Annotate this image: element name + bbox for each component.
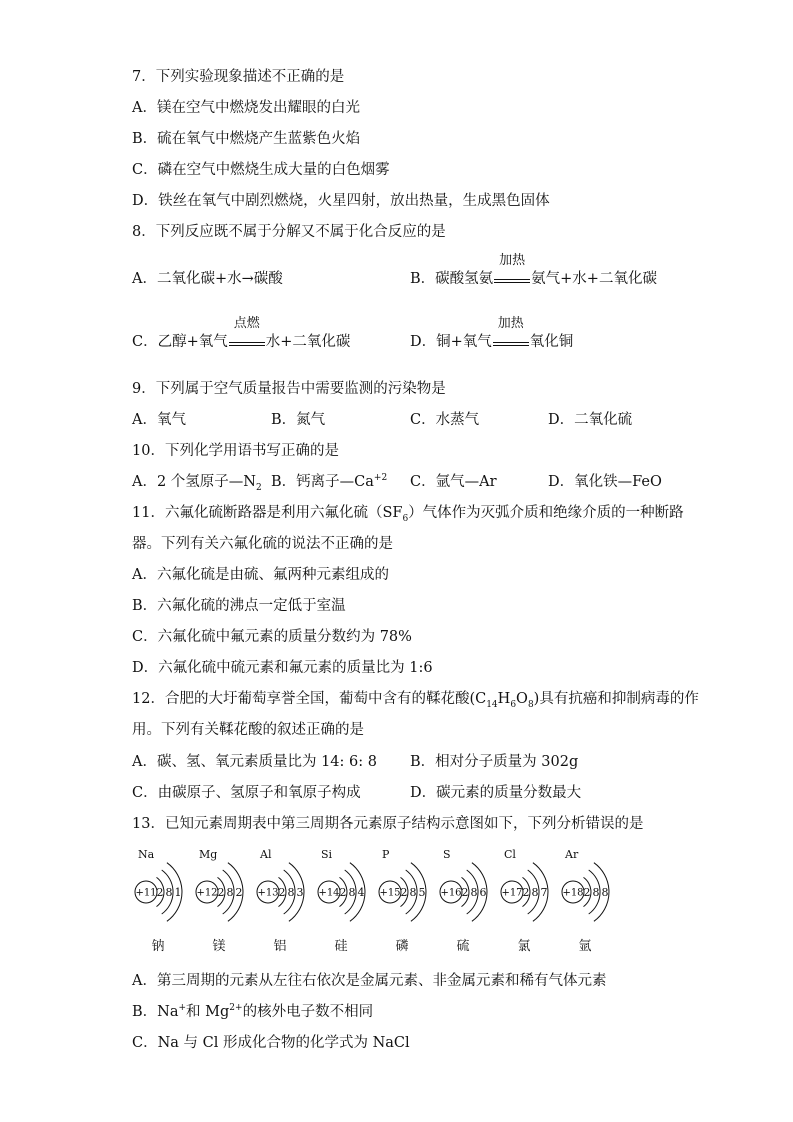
element-chinese-name: 氩 bbox=[578, 939, 592, 954]
shell-electron-count: 8 bbox=[592, 886, 600, 899]
shell-electron-count: 1 bbox=[174, 886, 182, 899]
nucleus-charge: +12 bbox=[196, 887, 218, 899]
q8-b-reactant: B．碳酸氢氨 bbox=[410, 271, 494, 287]
q11-option-c: C．六氟化硫中氟元素的质量分数约为 78% bbox=[132, 629, 412, 645]
element-symbol: Cl bbox=[504, 848, 516, 861]
shell-electron-count: 8 bbox=[165, 886, 173, 899]
q10-stem: 10．下列化学用语书写正确的是 bbox=[132, 443, 339, 459]
q11-option-a: A．六氟化硫是由硫、氟两种元素组成的 bbox=[132, 567, 389, 583]
shell-electron-count: 8 bbox=[287, 886, 295, 899]
q13-option-b: B．Na+和 $Mg^{2+}$的核外电子数不相同 bbox=[132, 1003, 374, 1020]
q12-option-d: D．碳元素的质量分数最大 bbox=[410, 785, 582, 801]
shell-electron-count: 2 bbox=[156, 886, 164, 899]
q13-stem: 13．已知元素周期表中第三周期各元素原子结构示意图如下，下列分析错误的是 bbox=[132, 816, 644, 832]
q8-b-condition bbox=[493, 253, 531, 288]
element-chinese-name: 镁 bbox=[212, 939, 226, 954]
atom-diagram-mg bbox=[196, 848, 243, 954]
atom-diagram-na bbox=[135, 848, 182, 954]
shell-electron-count: 3 bbox=[296, 886, 304, 899]
q8-c-reactant: C．乙醇+氧气 bbox=[132, 334, 228, 350]
q7-option-c: C．磷在空气中燃烧生成大量的白色烟雾 bbox=[132, 162, 390, 178]
q11-option-b: B．六氟化硫的沸点一定低于室温 bbox=[132, 598, 346, 614]
element-symbol: P bbox=[382, 848, 390, 861]
atom-diagram-s bbox=[440, 848, 487, 954]
q8-c-product: 水+二氧化碳 bbox=[265, 334, 351, 350]
q12-option-a: A．碳、氢、氧元素质量比为 14: 6: 8 bbox=[132, 754, 377, 770]
element-symbol: Si bbox=[321, 848, 333, 861]
shell-electron-count: 8 bbox=[226, 886, 234, 899]
element-chinese-name: 硅 bbox=[334, 939, 348, 954]
q7-stem: 7．下列实验现象描述不正确的是 bbox=[132, 69, 345, 85]
shell-electron-count: 2 bbox=[278, 886, 286, 899]
shell-electron-count: 8 bbox=[601, 886, 609, 899]
q12-option-c: C．由碳原子、氢原子和氧原子构成 bbox=[132, 785, 361, 801]
q10-option-d: D．氧化铁—FeO bbox=[548, 474, 662, 490]
shell-electron-count: 8 bbox=[409, 886, 417, 899]
q9-option-b: B．氮气 bbox=[271, 412, 326, 428]
q11-stem-line2: 器。下列有关六氟化硫的说法不正确的是 bbox=[132, 536, 393, 552]
q9-option-a: A．氧气 bbox=[132, 412, 186, 428]
q11-stem-line1: 11．六氟化硫断路器是利用六氟化硫$(SF_6)$气体作为灭弧介质和绝缘介质的一种断路 bbox=[132, 505, 684, 524]
q10-option-a: A．2 个氢原子$—N_2$ bbox=[132, 474, 262, 493]
q7-option-b: B．硫在氧气中燃烧产生蓝紫色火焰 bbox=[132, 131, 361, 147]
q8-d-condition-text: 加热 bbox=[497, 316, 524, 331]
q12-stem-line2: 用。下列有关鞣花酸的叙述正确的是 bbox=[132, 722, 364, 738]
nucleus-charge: +17 bbox=[501, 887, 523, 899]
shell-electron-count: 2 bbox=[461, 886, 469, 899]
q8-c-condition bbox=[228, 316, 266, 351]
q7-option-d: D．铁丝在氧气中剧烈燃烧，火星四射，放出热量，生成黑色固体 bbox=[132, 193, 550, 209]
atom-diagram-ar bbox=[562, 848, 609, 954]
q8-option-b bbox=[410, 253, 657, 288]
shell-electron-count: 2 bbox=[339, 886, 347, 899]
q10-option-c: C．氩气—Ar bbox=[410, 474, 497, 490]
q12-stem-line1: 12．合肥的大圩葡萄享誉全国，葡萄中含有的鞣花酸$(C_{14}H_6O_8)$具有抗癌和抑制病毒的作 bbox=[132, 691, 699, 710]
atom-diagram-cl bbox=[501, 848, 548, 954]
element-chinese-name: 铝 bbox=[273, 939, 287, 954]
q9-option-c: C．水蒸气 bbox=[410, 412, 480, 428]
q9-stem: 9．下列属于空气质量报告中需要监测的污染物是 bbox=[132, 381, 446, 397]
element-symbol: Al bbox=[260, 848, 272, 861]
q8-option-c bbox=[132, 316, 351, 351]
shell-electron-count: 2 bbox=[400, 886, 408, 899]
shell-electron-count: 8 bbox=[348, 886, 356, 899]
element-symbol: S bbox=[443, 848, 451, 861]
shell-electron-count: 2 bbox=[235, 886, 243, 899]
q7-option-a: A．镁在空气中燃烧发出耀眼的白光 bbox=[132, 100, 360, 116]
q8-d-reactant: D．铜+氧气 bbox=[410, 334, 492, 350]
element-chinese-name: 氯 bbox=[517, 939, 531, 954]
element-symbol: Na bbox=[138, 848, 155, 861]
shell-electron-count: 2 bbox=[217, 886, 225, 899]
element-symbol: Ar bbox=[565, 848, 579, 861]
shell-electron-count: 6 bbox=[479, 886, 487, 899]
q8-b-product: 氨气+水+二氧化碳 bbox=[531, 271, 657, 287]
shell-electron-count: 8 bbox=[470, 886, 478, 899]
q10-option-b: B．钙离子$—Ca^{+2}$ bbox=[271, 473, 388, 490]
atom-diagram-p bbox=[379, 848, 426, 954]
element-chinese-name: 硫 bbox=[456, 939, 470, 954]
shell-electron-count: 2 bbox=[583, 886, 591, 899]
q12-option-b: B．相对分子质量为 302g bbox=[410, 754, 579, 770]
atomic-structure-diagram bbox=[132, 846, 652, 958]
shell-electron-count: 8 bbox=[531, 886, 539, 899]
q9-option-d: D．二氧化硫 bbox=[548, 412, 633, 428]
nucleus-charge: +16 bbox=[440, 887, 462, 899]
nucleus-charge: +13 bbox=[257, 887, 279, 899]
element-symbol: Mg bbox=[199, 848, 218, 861]
nucleus-charge: +18 bbox=[562, 887, 584, 899]
q8-d-product: 氧化铜 bbox=[529, 334, 574, 350]
q8-stem: 8．下列反应既不属于分解又不属于化合反应的是 bbox=[132, 224, 446, 240]
q13-option-a: A．第三周期的元素从左往右依次是金属元素、非金属元素和稀有气体元素 bbox=[132, 973, 607, 989]
q11-option-d: D．六氟化硫中硫元素和氟元素的质量比为 1:6 bbox=[132, 660, 433, 676]
shell-electron-count: 2 bbox=[522, 886, 530, 899]
atom-diagram-si bbox=[318, 848, 365, 954]
q8-c-condition-text: 点燃 bbox=[233, 316, 260, 331]
q13-option-c: C．Na 与 Cl 形成化合物的化学式为 NaCl bbox=[132, 1035, 410, 1051]
shell-electron-count: 5 bbox=[418, 886, 426, 899]
atom-diagram-al bbox=[257, 848, 304, 954]
nucleus-charge: +15 bbox=[379, 887, 401, 899]
q8-d-condition bbox=[492, 316, 530, 351]
shell-electron-count: 7 bbox=[540, 886, 548, 899]
element-chinese-name: 钠 bbox=[151, 939, 165, 954]
q8-b-condition-text: 加热 bbox=[499, 253, 526, 268]
q8-option-d bbox=[410, 316, 574, 351]
q8-option-a: A．二氧化碳+水→碳酸 bbox=[132, 271, 283, 287]
shell-electron-count: 4 bbox=[357, 886, 365, 899]
nucleus-charge: +11 bbox=[135, 887, 157, 899]
nucleus-charge: +14 bbox=[318, 887, 340, 899]
element-chinese-name: 磷 bbox=[395, 939, 409, 954]
